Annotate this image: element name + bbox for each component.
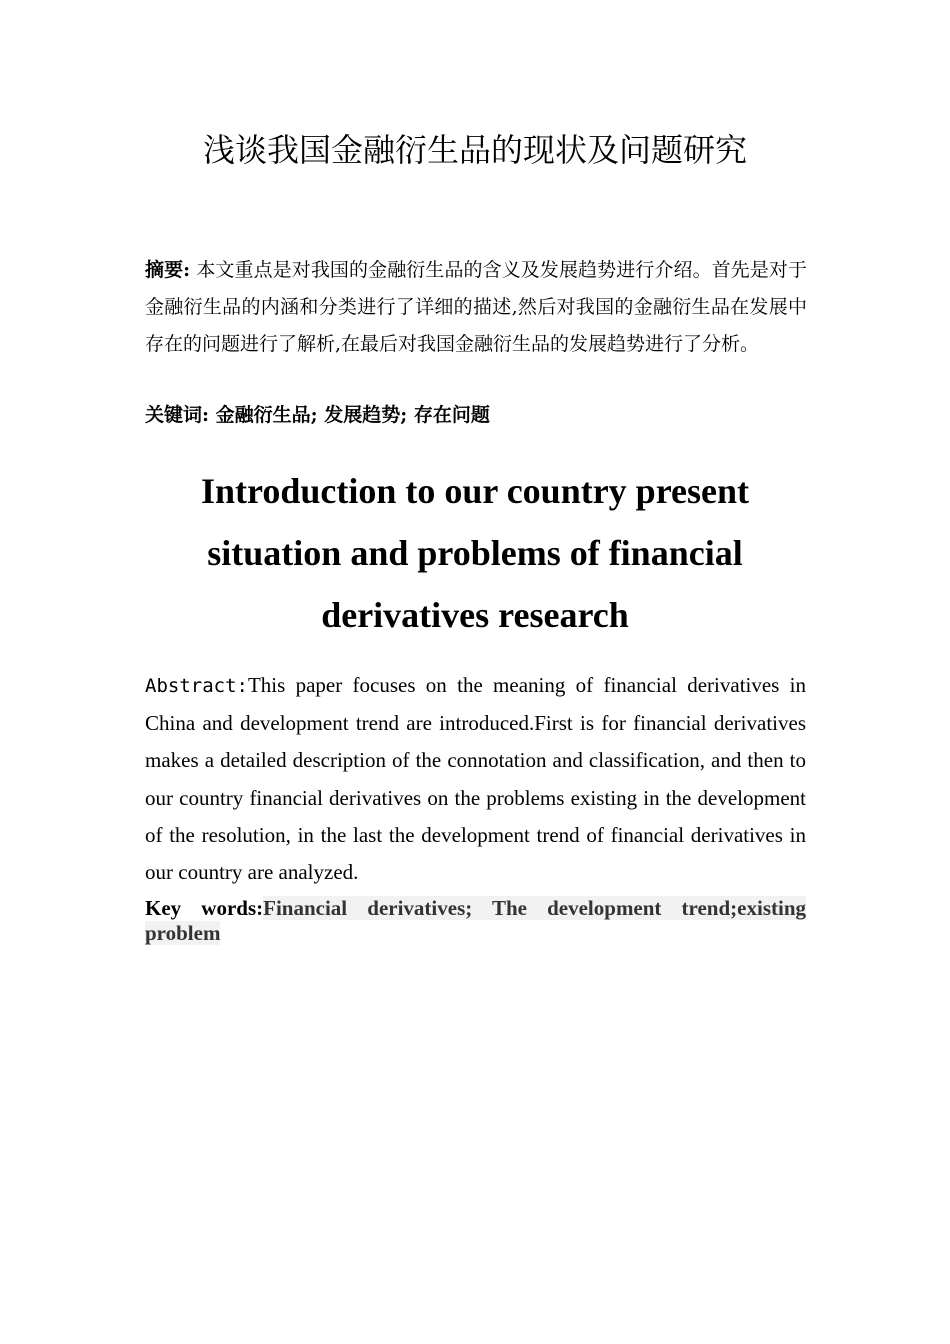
english-keywords-label: Key words: — [145, 896, 264, 920]
chinese-abstract-text: 本文重点是对我国的金融衍生品的含义及发展趋势进行介绍。首先是对于金融衍生品的内涵和分类进行了详细的描述,然后对我国的金融衍生品在发展中存在的问题进行了解析,在最后对我国金融衍生品的发展趋势进行了分析。 — [145, 259, 807, 355]
english-keywords-value: Financial derivatives; The development trend;existing problem — [145, 896, 806, 945]
chinese-abstract — [145, 252, 807, 363]
english-abstract — [145, 667, 806, 891]
chinese-abstract-label: 摘要: — [145, 259, 191, 281]
chinese-title: 浅谈我国金融衍生品的现状及问题研究 — [202, 131, 747, 169]
english-title: Introduction to our country present situation and problems of financial derivatives research — [200, 471, 750, 635]
english-abstract-text: This paper focuses on the meaning of financial derivatives in China and development trend are introduced.First is for financial derivatives makes a detailed description of the connotation and classification, and then to our country financial derivatives on the problems existing in the development of the resolution, in the last the development trend of financial derivatives in our country are analyzed. — [145, 673, 806, 885]
chinese-keywords: 关键词: 金融衍生品; 发展趋势; 存在问题 — [145, 404, 490, 426]
english-abstract-label: Abstract: — [145, 675, 248, 697]
english-keywords — [145, 896, 806, 946]
